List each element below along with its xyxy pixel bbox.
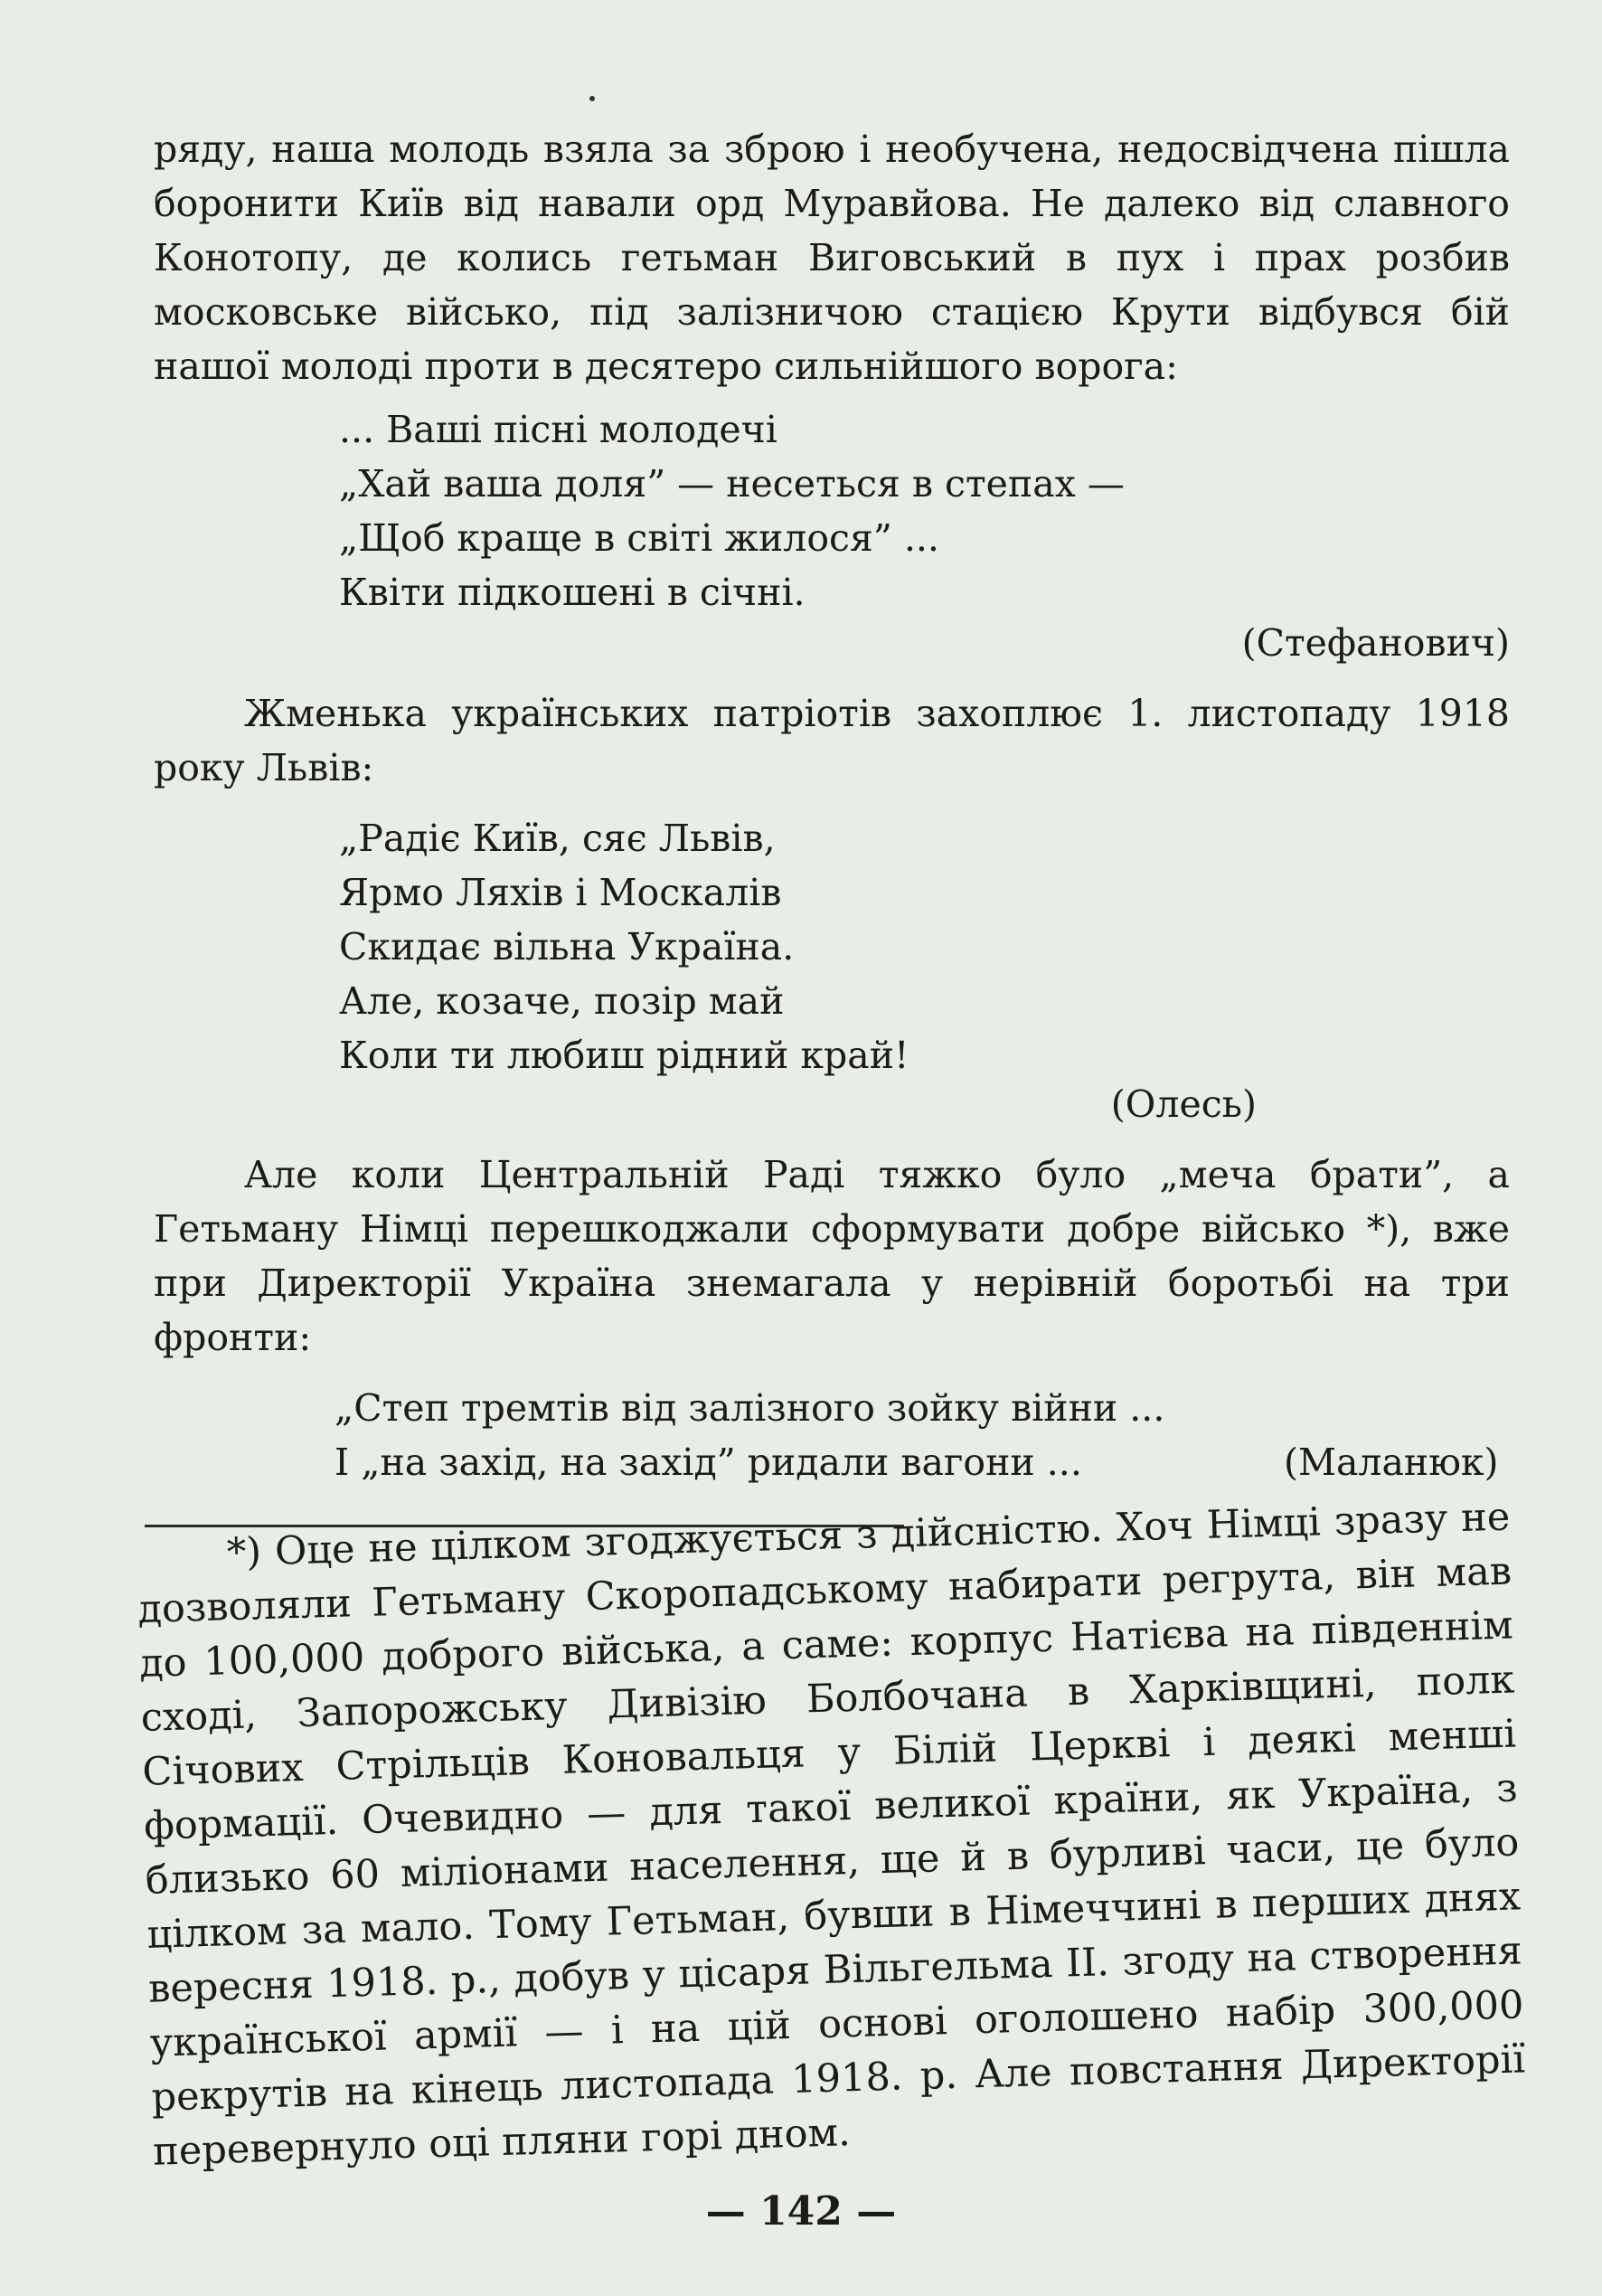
poem-attribution: (Маланюк) — [1284, 1441, 1499, 1484]
footnote-text: *) Оце не цілком згоджується з дійсністю. Хоч Німці зразу не дозволяли Гетьману Скоропадському набирати регрута, він мав до 100,000 доброго війська, а саме: корпус Натієва на південнім сході, Запорожську Дивізію Болбочана в Харківщині, полк Січових Стрільців Коновальця у Білій Церкві і деякі менші формації. Очевидно — для такої великої країни, як Україна, з близько 60 міліонами населення, ще й в бурливі часи, це було цілком за мало. Тому Гетьман, бувши в Німеччині в перших днях вересня 1918. р., добув у цісаря Вільгельма II. згоду на створення української армії — і на цій основі оголошено набір 300,000 рекрутів на кінець листопада 1918. р. Але повстання Директорії перевернуло оці пляни горі дном. — [137, 1494, 1526, 2175]
poem-line: ... Ваші пісні молодечі — [339, 408, 777, 451]
poem-line: Коли ти любиш рідний край! — [339, 1034, 909, 1077]
poem-line: „Радіє Київ, сяє Львів, — [339, 817, 776, 860]
poem-attribution: (Стефанович) — [1241, 621, 1510, 665]
paragraph-1: ряду, наша молодь взяла за зброю і необучена, недосвідчена пішла боронити Київ від навали орд Муравйова. Не далеко від славного Конотопу, де колись гетьман Виговський в пух і прах розбив московське військо, під залізничою стацією Крути відбувся бій нашої молоді проти в десятеро сильнійшого ворога: — [154, 128, 1510, 388]
poem-line: Ярмо Ляхів і Москалів — [339, 871, 782, 914]
poem-line: „Щоб краще в світі жилося” ... — [339, 516, 939, 560]
ink-speck — [589, 96, 595, 101]
poem-line: Скидає вільна Україна. — [339, 925, 795, 968]
poem-line: „Хай ваша доля” — несеться в степах — — [339, 462, 1125, 505]
poem-line: Квіти підкошені в січні. — [339, 571, 806, 614]
page-number: — 142 — — [705, 2188, 897, 2235]
poem-line: „Степ тремтів від залізного зойку війни ... — [335, 1386, 1165, 1430]
poem-oles — [339, 811, 1510, 1082]
poem-malaniuk — [335, 1381, 1510, 1489]
paragraph-2: Жменька українських патріотів захоплює 1. листопаду 1918 року Львів: — [154, 692, 1510, 789]
poem-line: Але, козаче, позір май — [339, 979, 785, 1023]
paragraph-3: Але коли Центральній Раді тяжко було „меча брати”, а Гетьману Німці перешкоджали сформувати добре військо *), вже при Директорії Україна знемагала у нерівній боротьбі на три фронти: — [154, 1153, 1510, 1359]
footnote — [136, 1490, 1528, 2179]
main-text — [154, 122, 1510, 1489]
poem-attribution: (Олесь) — [1110, 1082, 1257, 1126]
poem-line: І „на захід, на захід” ридали вагони ... — [335, 1441, 1082, 1484]
poem-stefanovych — [339, 402, 1510, 619]
